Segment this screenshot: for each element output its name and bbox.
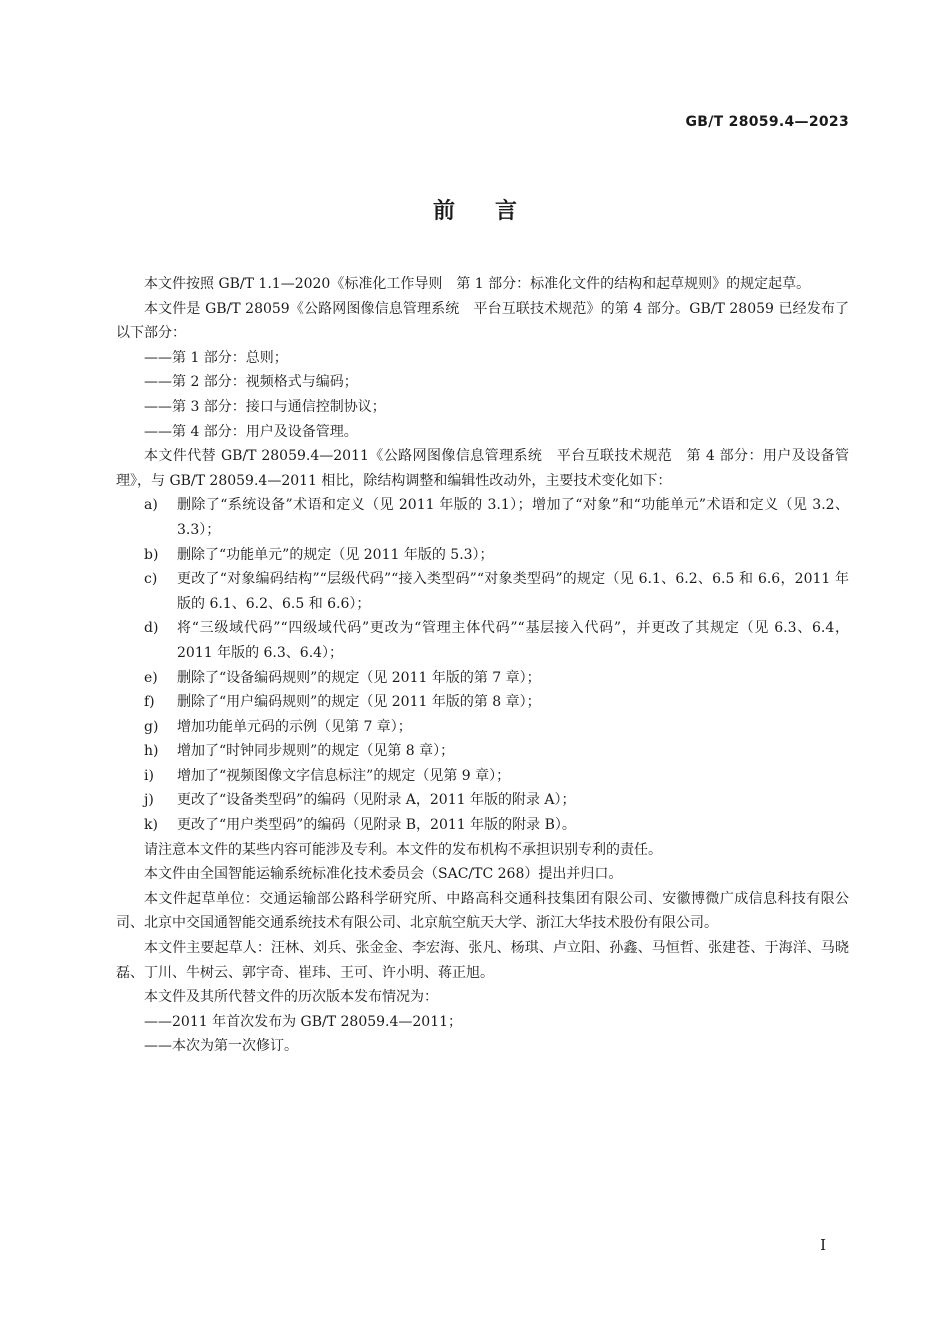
change-text: 增加了“时钟同步规则”的规定（见第 8 章）；	[177, 743, 455, 760]
change-item	[116, 666, 849, 691]
intro-paragraph: 本文件是 GB/T 28059《公路网图像信息管理系统 平台互联技术规范》的第 4 部分。GB/T 28059 已经发布了以下部分：	[116, 300, 849, 342]
proposer-note: 本文件由全国智能运输系统标准化技术委员会（SAC/TC 268）提出并归口。	[144, 866, 623, 883]
change-text: 删除了“用户编码规则”的规定（见 2011 年版的第 8 章）；	[177, 694, 541, 711]
change-label: i)	[144, 767, 154, 784]
change-label: b)	[144, 546, 159, 563]
change-label: g)	[144, 718, 159, 735]
change-text: 删除了“系统设备”术语和定义（见 2011 年版的 3.1）；增加了“对象”和“功能单元”术语和定义（见 3.2、3.3）；	[177, 497, 849, 538]
change-label: j)	[144, 792, 154, 809]
part-list-item: ——第 1 部分：总则；	[144, 349, 288, 366]
change-text: 删除了“设备编码规则”的规定（见 2011 年版的第 7 章）；	[177, 669, 541, 686]
change-item	[116, 715, 849, 740]
change-item	[116, 788, 849, 813]
page-number: I	[820, 1236, 826, 1254]
drafters: 本文件主要起草人：汪林、刘兵、张金金、李宏海、张凡、杨琪、卢立阳、孙鑫、马恒哲、张建苍、于海洋、马晓磊、丁川、牛树云、郭宇奇、崔玮、王可、许小明、蒋正旭。	[116, 940, 849, 981]
change-item	[116, 739, 849, 764]
drafting-units: 本文件起草单位：交通运输部公路科学研究所、中路高科交通科技集团有限公司、安徽博微广成信息科技有限公司、北京中交国通智能交通系统技术有限公司、北京航空航天大学、浙江大华技术股份有限公司。	[116, 890, 849, 932]
change-label: h)	[144, 743, 159, 760]
part-list-item: ——第 4 部分：用户及设备管理。	[144, 423, 358, 440]
change-text: 增加了“视频图像文字信息标注”的规定（见第 9 章）；	[177, 767, 511, 784]
change-item	[116, 493, 849, 542]
history-item: ——2011 年首次发布为 GB/T 28059.4—2011；	[144, 1013, 463, 1030]
change-label: d)	[144, 620, 159, 637]
change-label: c)	[144, 571, 158, 588]
replace-statement: 本文件代替 GB/T 28059.4—2011《公路网图像信息管理系统 平台互联技术规范 第 4 部分：用户及设备管理》，与 GB/T 28059.4—2011 相比，除结构调整和编辑性改动外，主要技术变化如下：	[116, 448, 849, 489]
history-item: ——本次为第一次修订。	[144, 1038, 298, 1055]
change-item	[116, 764, 849, 789]
page-title: 前言	[432, 199, 557, 224]
change-text: 更改了“对象编码结构”“层级代码”“接入类型码”“对象类型码”的规定（见 6.1、6.2、6.5 和 6.6，2011 年版的 6.1、6.2、6.5 和 6.6）；	[177, 571, 849, 612]
change-label: e)	[144, 669, 158, 686]
change-text: 更改了“用户类型码”的编码（见附录 B，2011 年版的附录 B）。	[177, 817, 576, 834]
change-text: 删除了“功能单元”的规定（见 2011 年版的 5.3）；	[177, 546, 494, 563]
change-text: 更改了“设备类型码”的编码（见附录 A，2011 年版的附录 A）；	[177, 792, 576, 809]
change-item	[116, 567, 849, 616]
change-item	[116, 690, 849, 715]
document-body	[116, 272, 849, 1059]
change-label: a)	[144, 497, 158, 514]
change-text: 将“三级域代码”“四级域代码”更改为“管理主体代码”“基层接入代码”，并更改了其规定（见 6.3、6.4，2011 年版的 6.3、6.4）；	[177, 620, 849, 661]
change-label: k)	[144, 817, 158, 834]
change-item	[116, 543, 849, 568]
change-item	[116, 616, 849, 665]
intro-paragraph: 本文件按照 GB/T 1.1—2020《标准化工作导则 第 1 部分：标准化文件的结构和起草规则》的规定起草。	[144, 276, 811, 292]
change-label: f)	[144, 694, 155, 711]
patent-note: 请注意本文件的某些内容可能涉及专利。本文件的发布机构不承担识别专利的责任。	[144, 841, 662, 858]
standard-code: GB/T 28059.4—2023	[685, 114, 849, 130]
history-intro: 本文件及其所代替文件的历次版本发布情况为：	[144, 989, 438, 1006]
part-list-item: ——第 3 部分：接口与通信控制协议；	[144, 398, 386, 415]
change-text: 增加功能单元码的示例（见第 7 章）；	[177, 718, 412, 735]
part-list-item: ——第 2 部分：视频格式与编码；	[144, 374, 358, 391]
change-item	[116, 813, 849, 838]
